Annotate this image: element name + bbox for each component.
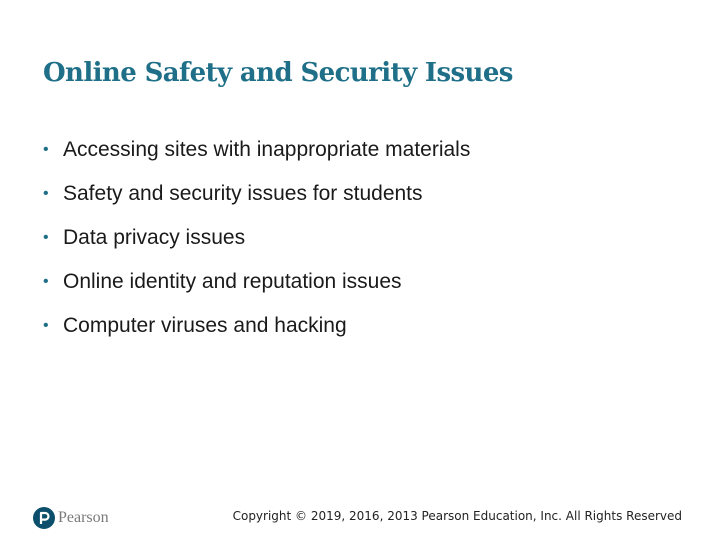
bullet-item [43,180,470,224]
bullet-text: Accessing sites with inappropriate materials [63,138,471,161]
bullet-marker: • [43,229,49,246]
bullet-marker: • [43,273,49,290]
bullet-item [43,224,470,268]
logo-text: Pearson [58,509,109,526]
pearson-logo-icon [33,507,55,529]
slide-title: Online Safety and Security Issues [43,58,513,88]
bullet-text: Data privacy issues [63,226,246,249]
copyright-text: Copyright © 2019, 2016, 2013 Pearson Education, Inc. All Rights Reserved [232,509,682,523]
bullet-list [43,136,470,356]
bullet-marker: • [43,141,49,158]
pearson-logo [33,505,109,531]
bullet-item [43,136,470,180]
bullet-marker: • [43,185,49,202]
bullet-text: Computer viruses and hacking [63,314,347,337]
bullet-text: Online identity and reputation issues [63,270,402,293]
bullet-item [43,312,470,356]
bullet-item [43,268,470,312]
bullet-marker: • [43,317,49,334]
bullet-text: Safety and security issues for students [63,182,423,205]
